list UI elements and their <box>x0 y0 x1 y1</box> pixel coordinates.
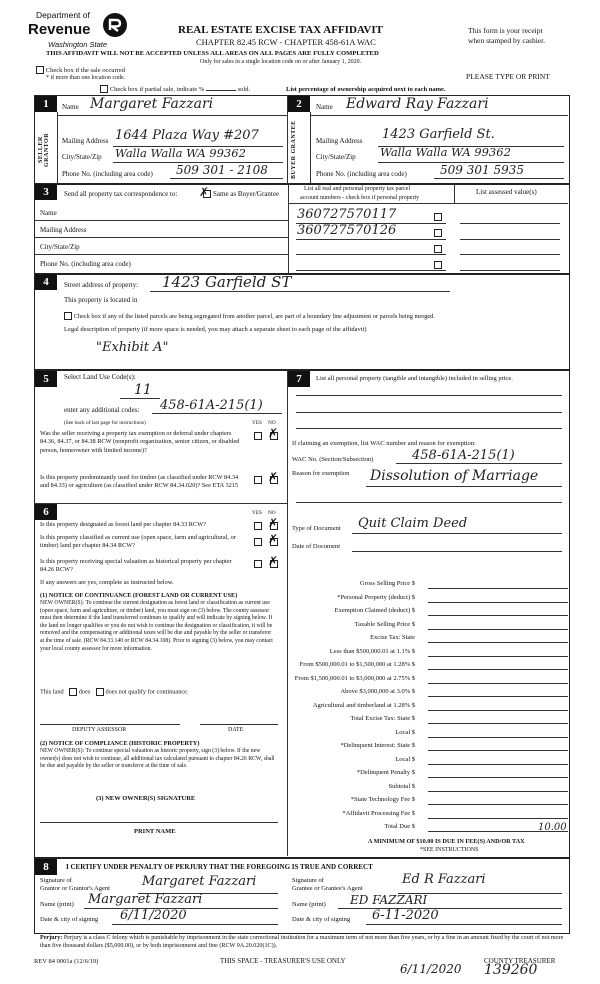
type-or-print: PLEASE TYPE OR PRINT <box>466 72 550 81</box>
fee-row-label: *Delinquent Interest: State $ <box>340 742 415 749</box>
multi-location-label: Check box if the sale occurred <box>45 67 125 74</box>
doc-type-label: Type of Document <box>292 525 341 532</box>
this-land-label: This land <box>40 688 64 696</box>
print-name-label: PRINT NAME <box>134 828 176 835</box>
fee-row-input[interactable] <box>428 791 568 792</box>
q1-no-mark: ✗ <box>268 426 279 440</box>
fee-row-label: *Personal Property (deduct) $ <box>337 593 415 601</box>
fee-row-label: Taxable Selling Price $ <box>354 620 415 628</box>
agency-name: Revenue <box>28 21 91 38</box>
revenue-logo-icon <box>102 12 128 38</box>
fee-row-input[interactable] <box>428 723 568 724</box>
section5-q2: Is this property predominantly used for timber (as classified under RCW 84.34 and 84.33) or agriculture (as classified under RCW 84.34.020)? See ETA 3215 <box>40 474 239 490</box>
fee-row-label: Agricultural and timberland at 1.28% $ <box>312 701 415 709</box>
fee-row-input[interactable] <box>428 615 568 616</box>
section6-q1: Is this property designated as forest land per chapter 84.33 RCW? <box>40 521 206 528</box>
corr-city-label: City/State/Zip <box>40 243 80 251</box>
form-warning: THIS AFFIDAVIT WILL NOT BE ACCEPTED UNLESS ALL AREAS ON ALL PAGES ARE FULLY COMPLETED <box>46 50 379 57</box>
multi-location-note: * if more than one location code. <box>46 75 126 81</box>
grantee-name-label: Name (print) <box>292 901 326 908</box>
fee-row-input[interactable] <box>428 642 568 643</box>
same-as-buyer-check-mark: ✗ <box>199 185 210 199</box>
buyer-name-label: Name <box>316 103 333 111</box>
fee-row-input[interactable] <box>428 656 568 657</box>
fee-row-label: Above $3,000,000 at 3.0% $ <box>340 688 415 695</box>
corr-name-label: Name <box>40 209 57 217</box>
grantor-name-label: Name (print) <box>40 901 74 908</box>
grantor-sig-label-1: Signature of <box>40 877 72 884</box>
exemption-label: If claiming an exemption, list WAC number and reason for exemption: <box>292 440 476 447</box>
fee-row-input[interactable] <box>428 750 568 751</box>
grantor-date-value[interactable]: 6/11/2020 <box>120 908 187 923</box>
multi-location-checkbox[interactable] <box>36 66 44 74</box>
fee-row-label: Less than $500,000.01 at 1.1% $ <box>329 647 415 655</box>
section-5-number: 5 <box>35 371 57 387</box>
seller-phone-label: Phone No. (including area code) <box>62 170 153 178</box>
perjury-statement <box>40 934 564 950</box>
fee-row-label: Local $ <box>395 728 415 736</box>
section6-q2: Is this property classified as current use (open space, farm and agricultural, or timber) land per chapter 84.34 RCW? <box>40 534 236 549</box>
form-subwarning: Only for sales in a single location code on or after January 1, 2020. <box>200 59 362 65</box>
fee-row-label: *Delinquent Penalty $ <box>356 769 415 776</box>
does-checkbox[interactable] <box>69 688 77 696</box>
does-not-checkbox[interactable] <box>96 688 104 696</box>
corr-address-label: Mailing Address <box>40 226 87 234</box>
does-not-label: does not qualify for continuance. <box>105 688 189 696</box>
perjury-text: Perjury is a class C felony which is punishable by imprisonment in the state correctional institution for a maximum term of not more than five years, or by a fine in an amount fixed by the court of not more than five thousand dollars ($5,000.00), or by both imprisonment and fine (RCW 9A.20.020(1C)). <box>40 935 564 950</box>
s6q3-yes-checkbox[interactable] <box>254 560 262 568</box>
fee-row-label: Subtotal $ <box>388 782 415 790</box>
new-owner-sig-label: (3) NEW OWNER(S) SIGNATURE <box>96 795 196 802</box>
fee-row-input[interactable] <box>428 602 568 603</box>
section-6-no: NO <box>268 510 276 516</box>
reason-label: Reason for exemption <box>292 470 350 477</box>
legal-desc-label: Legal description of property (if more space is needed, you may attach a separate sheet to each page of the affidavit) <box>64 326 367 333</box>
grantee-signature[interactable]: Ed R Fazzari <box>402 872 486 887</box>
fee-row-label: From $1,500,000.01 to $3,000,000 at 2.75% $ <box>294 674 415 682</box>
doc-type-value[interactable]: Quit Claim Deed <box>358 516 468 531</box>
parcel-2-checkbox[interactable] <box>434 229 442 237</box>
multi-location-row <box>36 66 125 74</box>
section-6-number: 6 <box>35 504 57 520</box>
s6q2-yes-checkbox[interactable] <box>254 538 262 546</box>
fee-row-label: Exemption Claimed (deduct) $ <box>334 607 415 614</box>
treasurer-use: THIS SPACE - TREASURER'S USE ONLY <box>220 957 346 965</box>
seller-name-label: Name <box>62 103 79 111</box>
located-in-label: This property is located in <box>64 296 138 304</box>
minimum-note: A MINIMUM OF $10.00 IS DUE IN FEE(S) AND/OR TAX <box>368 838 525 845</box>
fee-row-label: *Affidavit Processing Fee $ <box>342 809 415 817</box>
if-yes-note: If any answers are yes, complete as instructed below. <box>40 579 174 586</box>
reason-value[interactable]: Dissolution of Marriage <box>370 468 539 484</box>
grantor-date-label: Date & city of signing <box>40 916 99 923</box>
street-label: Street address of property: <box>64 281 139 289</box>
continuance-row <box>40 688 189 696</box>
corr-phone-label: Phone No. (including area code) <box>40 260 131 268</box>
fee-row-input[interactable] <box>428 777 568 778</box>
fee-row-input[interactable] <box>428 737 568 738</box>
section-2-number: 2 <box>288 96 310 112</box>
fee-row-input[interactable] <box>428 764 568 765</box>
fee-row-input[interactable] <box>428 710 568 711</box>
seller-address-value[interactable]: 1644 Plaza Way #207 <box>115 128 259 143</box>
agency-logo <box>28 8 132 52</box>
buyer-address-label: Mailing Address <box>316 137 363 145</box>
additional-codes-label: enter any additional codes: <box>64 406 140 414</box>
buyer-name-value[interactable]: Edward Ray Fazzari <box>346 96 489 112</box>
fee-row-label: Total Due $ <box>384 823 415 830</box>
section-1-number: 1 <box>35 96 57 112</box>
certify-statement: I CERTIFY UNDER PENALTY OF PERJURY THAT THE FOREGOING IS TRUE AND CORRECT <box>66 863 373 871</box>
grantee-sig-label-1: Signature of <box>292 877 324 884</box>
fee-row-label: *State Technology Fee $ <box>350 796 415 803</box>
fee-row-input[interactable] <box>428 696 568 697</box>
s6q1-yes-checkbox[interactable] <box>254 522 262 530</box>
land-use-value[interactable]: 11 <box>134 382 152 398</box>
section5-q1: Was the seller receiving a property tax exemption or deferral under chapters 84.36, 84.37, or 84.38 RCW (nonprofit organization, senior citizen, or disabled person, homeowner with limited income)? <box>40 430 240 454</box>
land-use-label: Select Land Use Code(s): <box>64 373 136 381</box>
section-7-number: 7 <box>288 371 310 387</box>
section-8-number: 8 <box>35 859 57 875</box>
parcel-2-value[interactable]: 360727570126 <box>297 223 397 238</box>
s6q2-no-mark: ✗ <box>268 532 279 546</box>
fee-row-input[interactable] <box>428 588 568 589</box>
seller-name-value[interactable]: Margaret Fazzari <box>90 96 214 112</box>
q2-yes-checkbox[interactable] <box>254 476 262 484</box>
total-due-value[interactable]: 10.00 <box>538 822 567 833</box>
fee-row-label: Excise Tax: State <box>370 634 415 641</box>
buyer-address-value[interactable]: 1423 Garfield St. <box>382 127 495 142</box>
parcel-4-checkbox[interactable] <box>434 261 442 269</box>
partial-sale-label: Check box if partial sale, indicate % <box>109 86 205 93</box>
segregated-checkbox[interactable] <box>64 312 72 320</box>
seller-phone-value[interactable]: 509 301 - 2108 <box>176 163 268 177</box>
stamp-date: 6/11/2020 <box>400 962 462 976</box>
does-label: does <box>78 688 91 696</box>
parcel-header-1: List all real and personal property tax parcel <box>304 186 411 192</box>
partial-sale-sold: sold. <box>237 86 251 93</box>
grantee-sig-label-2: Grantee or Grantee's Agent <box>292 885 363 892</box>
section-6-yes: YES <box>252 510 263 516</box>
see-back-note: (See back of last page for instructions) <box>64 420 146 426</box>
buyer-city-value[interactable]: Walla Walla WA 99362 <box>380 145 511 159</box>
street-value[interactable]: 1423 Garfield ST <box>162 273 292 291</box>
s6q3-no-mark: ✗ <box>268 554 279 568</box>
segregated-label: Check box if any of the listed parcels are being segregated from another parcel, are part of a boundary line adjustment or parcels being merged. <box>73 313 435 320</box>
seller-city-label: City/State/Zip <box>62 153 102 161</box>
wac-label: WAC No. (Section/Subsection) <box>292 456 374 463</box>
agency-state: Washington State <box>48 40 108 49</box>
parcel-3-checkbox[interactable] <box>434 245 442 253</box>
correspondence-label: Send all property tax correspondence to: <box>64 190 178 198</box>
notice1-body: NEW OWNER(S): To continue the current designation as forest land or classification as current use (open space, farm and agriculture, or timber) land, you must sign on (3) below. The county assessor must then determine if the land transferred continues to qualify and will indicate by signing below. If the land no longer qualifies or you do not wish to continue the designation or classification, it will be removed and the compensating or additional taxes will be due and payable by the seller or transferor at the time of sale. (RCW 84.33.140 or RCW 84.34.108). Prior to signing (3) below, you may contact your local county assessor for more information. <box>40 600 273 652</box>
seller-city-value[interactable]: Walla Walla WA 99362 <box>115 146 246 160</box>
ownership-pct-note: List percentage of ownership acquired next to each name. <box>286 86 446 93</box>
stamp-number: 139260 <box>484 962 538 978</box>
assessed-header: List assessed value(s) <box>476 188 537 196</box>
parcel-1-value[interactable]: 360727570117 <box>297 207 397 222</box>
buyer-phone-label: Phone No. (including area code) <box>316 170 407 178</box>
grantee-date-value[interactable]: 6-11-2020 <box>372 908 439 923</box>
deputy-assessor-label: DEPUTY ASSESSOR <box>72 727 127 733</box>
seller-address-label: Mailing Address <box>62 137 109 145</box>
wac-value[interactable]: 458-61A-215(1) <box>412 448 515 463</box>
perjury-label: Perjury: <box>40 935 63 941</box>
fee-row-input[interactable] <box>428 629 568 630</box>
county-treasurer: COUNTY TREASURER <box>484 957 556 965</box>
grantee-name-value[interactable]: ED FAZZARI <box>350 893 428 907</box>
grantor-name-value[interactable]: Margaret Fazzari <box>88 892 203 907</box>
form-title: REAL ESTATE EXCISE TAX AFFIDAVIT <box>178 24 383 36</box>
fee-row-label: Total Excise Tax: State $ <box>350 715 415 722</box>
notice1-title: (1) NOTICE OF CONTINUANCE (FOREST LAND OR CURRENT USE) <box>40 592 238 599</box>
agency-dept: Department of <box>36 10 90 20</box>
section-3-number: 3 <box>35 184 57 200</box>
fee-row-input[interactable] <box>428 818 568 819</box>
buyer-phone-value[interactable]: 509 301 5935 <box>440 163 524 177</box>
section-5-no: NO <box>268 420 276 426</box>
receipt-note-1: This form is your receipt <box>468 26 543 35</box>
segregated-row <box>64 312 435 320</box>
form-chapter: CHAPTER 82.45 RCW - CHAPTER 458-61A WAC <box>196 37 376 47</box>
section-4-number: 4 <box>35 274 57 290</box>
same-as-buyer-label: Same as Buyer/Grantee <box>213 190 280 198</box>
legal-desc-value[interactable]: "Exhibit A" <box>96 340 169 355</box>
receipt-note-2: when stamped by cashier. <box>468 36 546 45</box>
parcel-header-2: account numbers - check box if personal property <box>300 195 420 201</box>
notice2-body: NEW OWNER(S): To continue special valuation as historic property, sign (3) below. If the new owner(s) does not wish to continue, all additional tax calculated pursuant to chapter 84.26 RCW, shall be due and payable by the seller or transferor at the time of sale. <box>40 748 275 770</box>
s6q1-no-mark: ✗ <box>268 516 279 530</box>
q2-no-mark: ✗ <box>268 470 279 484</box>
fee-row-input[interactable] <box>428 683 568 684</box>
parcel-1-checkbox[interactable] <box>434 213 442 221</box>
seller-grantor-label: SELLER GRANTOR <box>38 132 50 168</box>
partial-sale-row <box>100 85 250 93</box>
fee-row-label: Gross Selling Price $ <box>359 580 415 587</box>
buyer-grantee-label: BUYER GRANTEE <box>291 120 297 180</box>
fee-row-label: From $500,000.01 to $1,500,000 at 1.28% $ <box>299 661 415 668</box>
grantor-sig-label-2: Grantor or Grantor's Agent <box>40 885 110 892</box>
partial-sale-checkbox[interactable] <box>100 85 108 93</box>
additional-codes-value[interactable]: 458-61A-215(1) <box>160 398 263 413</box>
fee-row-input[interactable] <box>428 669 568 670</box>
fee-row-label: Local $ <box>395 755 415 763</box>
section6-q3: Is this property receiving special valuation as historical property per chapter 84.26 RCW? <box>40 558 232 573</box>
grantee-date-label: Date & city of signing <box>292 916 351 923</box>
personal-property-label: List all personal property (tangible and intangible) included in selling price. <box>316 375 513 382</box>
section-5-yes: YES <box>252 420 263 426</box>
fee-row-input[interactable] <box>428 804 568 805</box>
q1-yes-checkbox[interactable] <box>254 432 262 440</box>
deputy-date-label: DATE <box>228 727 244 733</box>
doc-date-label: Date of Document <box>292 543 341 550</box>
grantor-signature[interactable]: Margaret Fazzari <box>142 874 257 889</box>
see-instructions: *SEE INSTRUCTIONS <box>420 847 479 853</box>
form-number: REV 84 0001a (12/6/19) <box>34 958 99 965</box>
buyer-city-label: City/State/Zip <box>316 153 356 161</box>
notice2-title: (2) NOTICE OF COMPLIANCE (HISTORIC PROPERTY) <box>40 740 200 747</box>
